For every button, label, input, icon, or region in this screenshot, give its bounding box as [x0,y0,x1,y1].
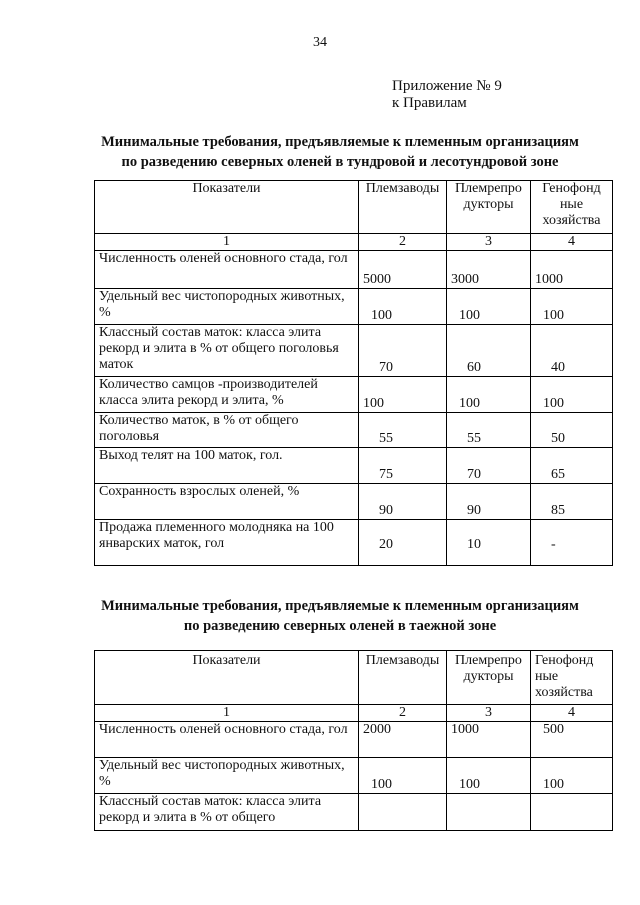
requirements-table-taiga [94,650,613,831]
header-breeding-reproducers [447,181,531,234]
indicator-cell: Сохранность взрослых оленей, % [95,484,359,520]
value-cell [531,794,613,831]
header-col4-line3: хозяйства [535,685,593,700]
section1-title-line2: по разведению северных оленей в тундровой и лесотундровой зоне [121,154,559,170]
column-number: 1 [95,705,359,722]
header-indicators: Показатели [95,181,359,234]
table-row [95,722,613,758]
value-cell: 55 [359,413,447,448]
value-cell: 85 [531,484,613,520]
column-number: 3 [447,234,531,251]
section2-title-line1: Минимальные требования, предъявляемые к племенным организациям [101,598,579,614]
value-cell: 100 [359,289,447,325]
header-gene-pool-farms [531,181,613,234]
header-breeding-plants: Племзаводы [359,181,447,234]
value-cell: 10 [447,520,531,566]
value-cell: 100 [531,289,613,325]
header-col3-line2: дукторы [463,669,514,684]
table-header-row [95,651,613,705]
header-indicators: Показатели [95,651,359,705]
indicator-cell: Выход телят на 100 маток, гол. [95,448,359,484]
page-number: 34 [313,35,327,50]
value-cell [447,794,531,831]
value-cell: 55 [447,413,531,448]
value-cell: 100 [447,289,531,325]
value-cell: 70 [359,325,447,377]
value-cell: 500 [531,722,613,758]
indicator-cell: Численность оленей основного стада, гол [95,251,359,289]
value-cell: 100 [447,377,531,413]
value-cell: 1000 [531,251,613,289]
value-cell: 100 [359,758,447,794]
value-cell: 100 [359,377,447,413]
value-cell: 1000 [447,722,531,758]
value-cell: - [531,520,613,566]
value-cell: 5000 [359,251,447,289]
indicator-cell: Классный состав маток: класса элита рекорд и элита в % от общего [95,794,359,831]
value-cell: 2000 [359,722,447,758]
value-cell: 65 [531,448,613,484]
header-col3-line2: дукторы [463,197,514,212]
column-number: 4 [531,705,613,722]
table-row [95,758,613,794]
section1-title [60,132,620,172]
table-row [95,448,613,484]
value-cell: 100 [531,758,613,794]
header-breeding-reproducers [447,651,531,705]
column-number: 2 [359,234,447,251]
column-number: 2 [359,705,447,722]
value-cell: 90 [447,484,531,520]
table-row [95,794,613,831]
table-row [95,413,613,448]
table-row [95,377,613,413]
header-col3-line1: Племрепро [455,653,522,668]
value-cell: 50 [531,413,613,448]
value-cell: 100 [447,758,531,794]
value-cell: 3000 [447,251,531,289]
column-number: 4 [531,234,613,251]
value-cell: 90 [359,484,447,520]
indicator-cell: Удельный вес чистопородных животных, % [95,758,359,794]
section2-title-line2: по разведению северных оленей в таежной зоне [183,618,497,634]
indicator-cell: Численность оленей основного стада, гол [95,722,359,758]
value-cell: 75 [359,448,447,484]
column-number: 3 [447,705,531,722]
value-cell: 20 [359,520,447,566]
header-col4-line2: ные [559,197,584,212]
indicator-cell: Классный состав маток: класса элита рекорд и элита в % от общего поголовья маток [95,325,359,377]
table-row [95,484,613,520]
appendix-rules: к Правилам [392,95,467,111]
header-gene-pool-farms [531,651,613,705]
requirements-table-tundra [94,180,613,566]
value-cell: 40 [531,325,613,377]
section1-title-line1: Минимальные требования, предъявляемые к племенным организациям [101,134,579,150]
indicator-cell: Количество маток, в % от общего поголовья [95,413,359,448]
indicator-cell: Продажа племенного молодняка на 100 январских маток, гол [95,520,359,566]
value-cell: 60 [447,325,531,377]
appendix-number: Приложение № 9 [392,78,502,94]
table-row [95,289,613,325]
value-cell: 70 [447,448,531,484]
table-row [95,520,613,566]
header-col3-line1: Племрепро [455,181,522,196]
indicator-cell: Количество самцов -производителей класса элита рекорд и элита, % [95,377,359,413]
table-header-row [95,181,613,234]
appendix-reference [392,78,502,112]
section2-title [60,596,620,636]
header-col4-line2: ные [535,669,559,684]
indicator-cell: Удельный вес чистопородных животных, % [95,289,359,325]
header-col4-line1: Генофонд [535,653,594,668]
table-row [95,325,613,377]
value-cell: 100 [531,377,613,413]
column-number-row [95,234,613,251]
value-cell [359,794,447,831]
column-number: 1 [95,234,359,251]
header-col4-line3: хозяйства [542,213,601,228]
table-row [95,251,613,289]
header-breeding-plants: Племзаводы [359,651,447,705]
column-number-row [95,705,613,722]
header-col4-line1: Генофонд [542,181,601,196]
